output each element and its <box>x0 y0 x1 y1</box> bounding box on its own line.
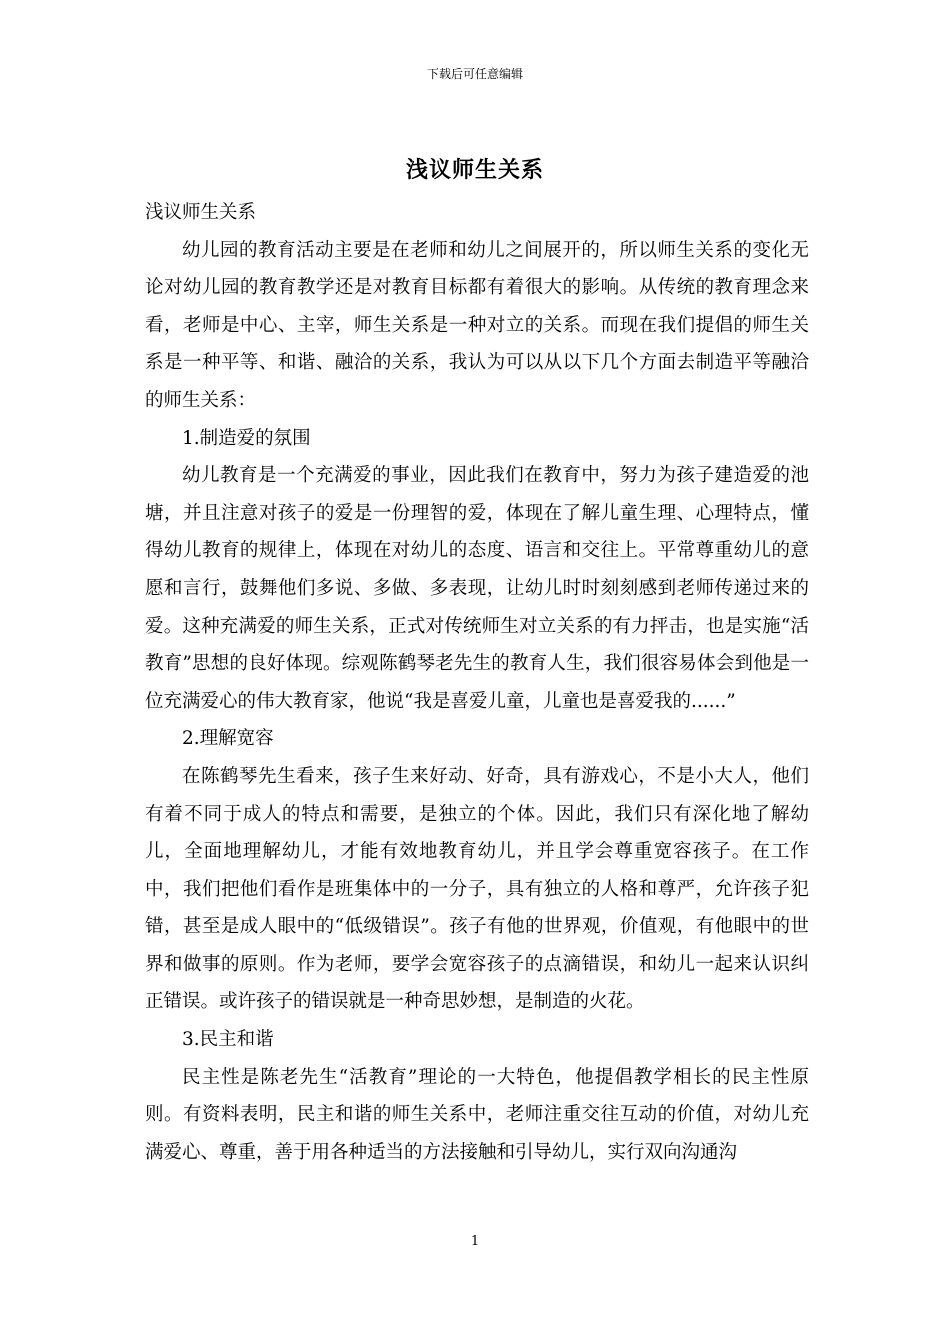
section-2-paragraph: 在陈鹤琴先生看来，孩子生来好动、好奇，具有游戏心，不是小大人，他们有着不同于成人的特点和需要，是独立的个体。因此，我们只有深化地了解幼儿，全面地理解幼儿，才能有效地教育幼儿，并且学会尊重宽容孩子。在工作中，我们把他们看作是班集体中的一分子，具有独立的人格和尊严，允许孩子犯错，甚至是成人眼中的“低级错误”。孩子有他的世界观，价值观，有他眼中的世界和做事的原则。作为老师，要学会宽容孩子的点滴错误，和幼儿一起来认识纠正错误。或许孩子的错误就是一种奇思妙想，是制造的火花。 <box>145 765 809 1013</box>
document-body <box>145 194 809 1171</box>
section-1-paragraph: 幼儿教育是一个充满爱的事业，因此我们在教育中，努力为孩子建造爱的池塘，并且注意对孩子的爱是一份理智的爱，体现在了解儿童生理、心理特点，懂得幼儿教育的规律上，体现在对幼儿的态度、语言和交往上。平常尊重幼儿的意愿和言行，鼓舞他们多说、多做、多表现，让幼儿时时刻刻感到老师传递过来的爱。这种充满爱的师生关系，正式对传统师生对立关系的有力抨击，也是实施“活教育”思想的良好体现。综观陈鹤琴老先生的教育人生，我们很容易体会到他是一位充满爱心的伟大教育家，他说“我是喜爱儿童，儿童也是喜爱我的......” <box>145 465 809 712</box>
section-3-heading: 3.民主和谐 <box>182 1029 274 1051</box>
section-2-heading: 2.理解宽容 <box>182 728 274 750</box>
page-header: 下载后可任意编辑 <box>426 67 523 81</box>
section-1-heading: 1.制造爱的氛围 <box>182 427 311 449</box>
page-number: 1 <box>470 1234 480 1249</box>
intro-paragraph: 幼儿园的教育活动主要是在老师和幼儿之间展开的，所以师生关系的变化无论对幼儿园的教育教学还是对教育目标都有着很大的影响。从传统的教育理念来看，老师是中心、主宰，师生关系是一种对立的关系。而现在我们提倡的师生关系是一种平等、和谐、融洽的关系，我认为可以从以下几个方面去制造平等融洽的师生关系： <box>145 239 809 411</box>
document-subtitle: 浅议师生关系 <box>145 202 257 223</box>
document-title: 浅议师生关系 <box>405 157 544 183</box>
section-3-paragraph: 民主性是陈老先生“活教育”理论的一大特色，他提倡教学相长的民主性原则。有资料表明，民主和谐的师生关系中，老师注重交往互动的价值，对幼儿充满爱心、尊重，善于用各种适当的方法接触和引导幼儿，实行双向沟通沟 <box>145 1066 809 1163</box>
